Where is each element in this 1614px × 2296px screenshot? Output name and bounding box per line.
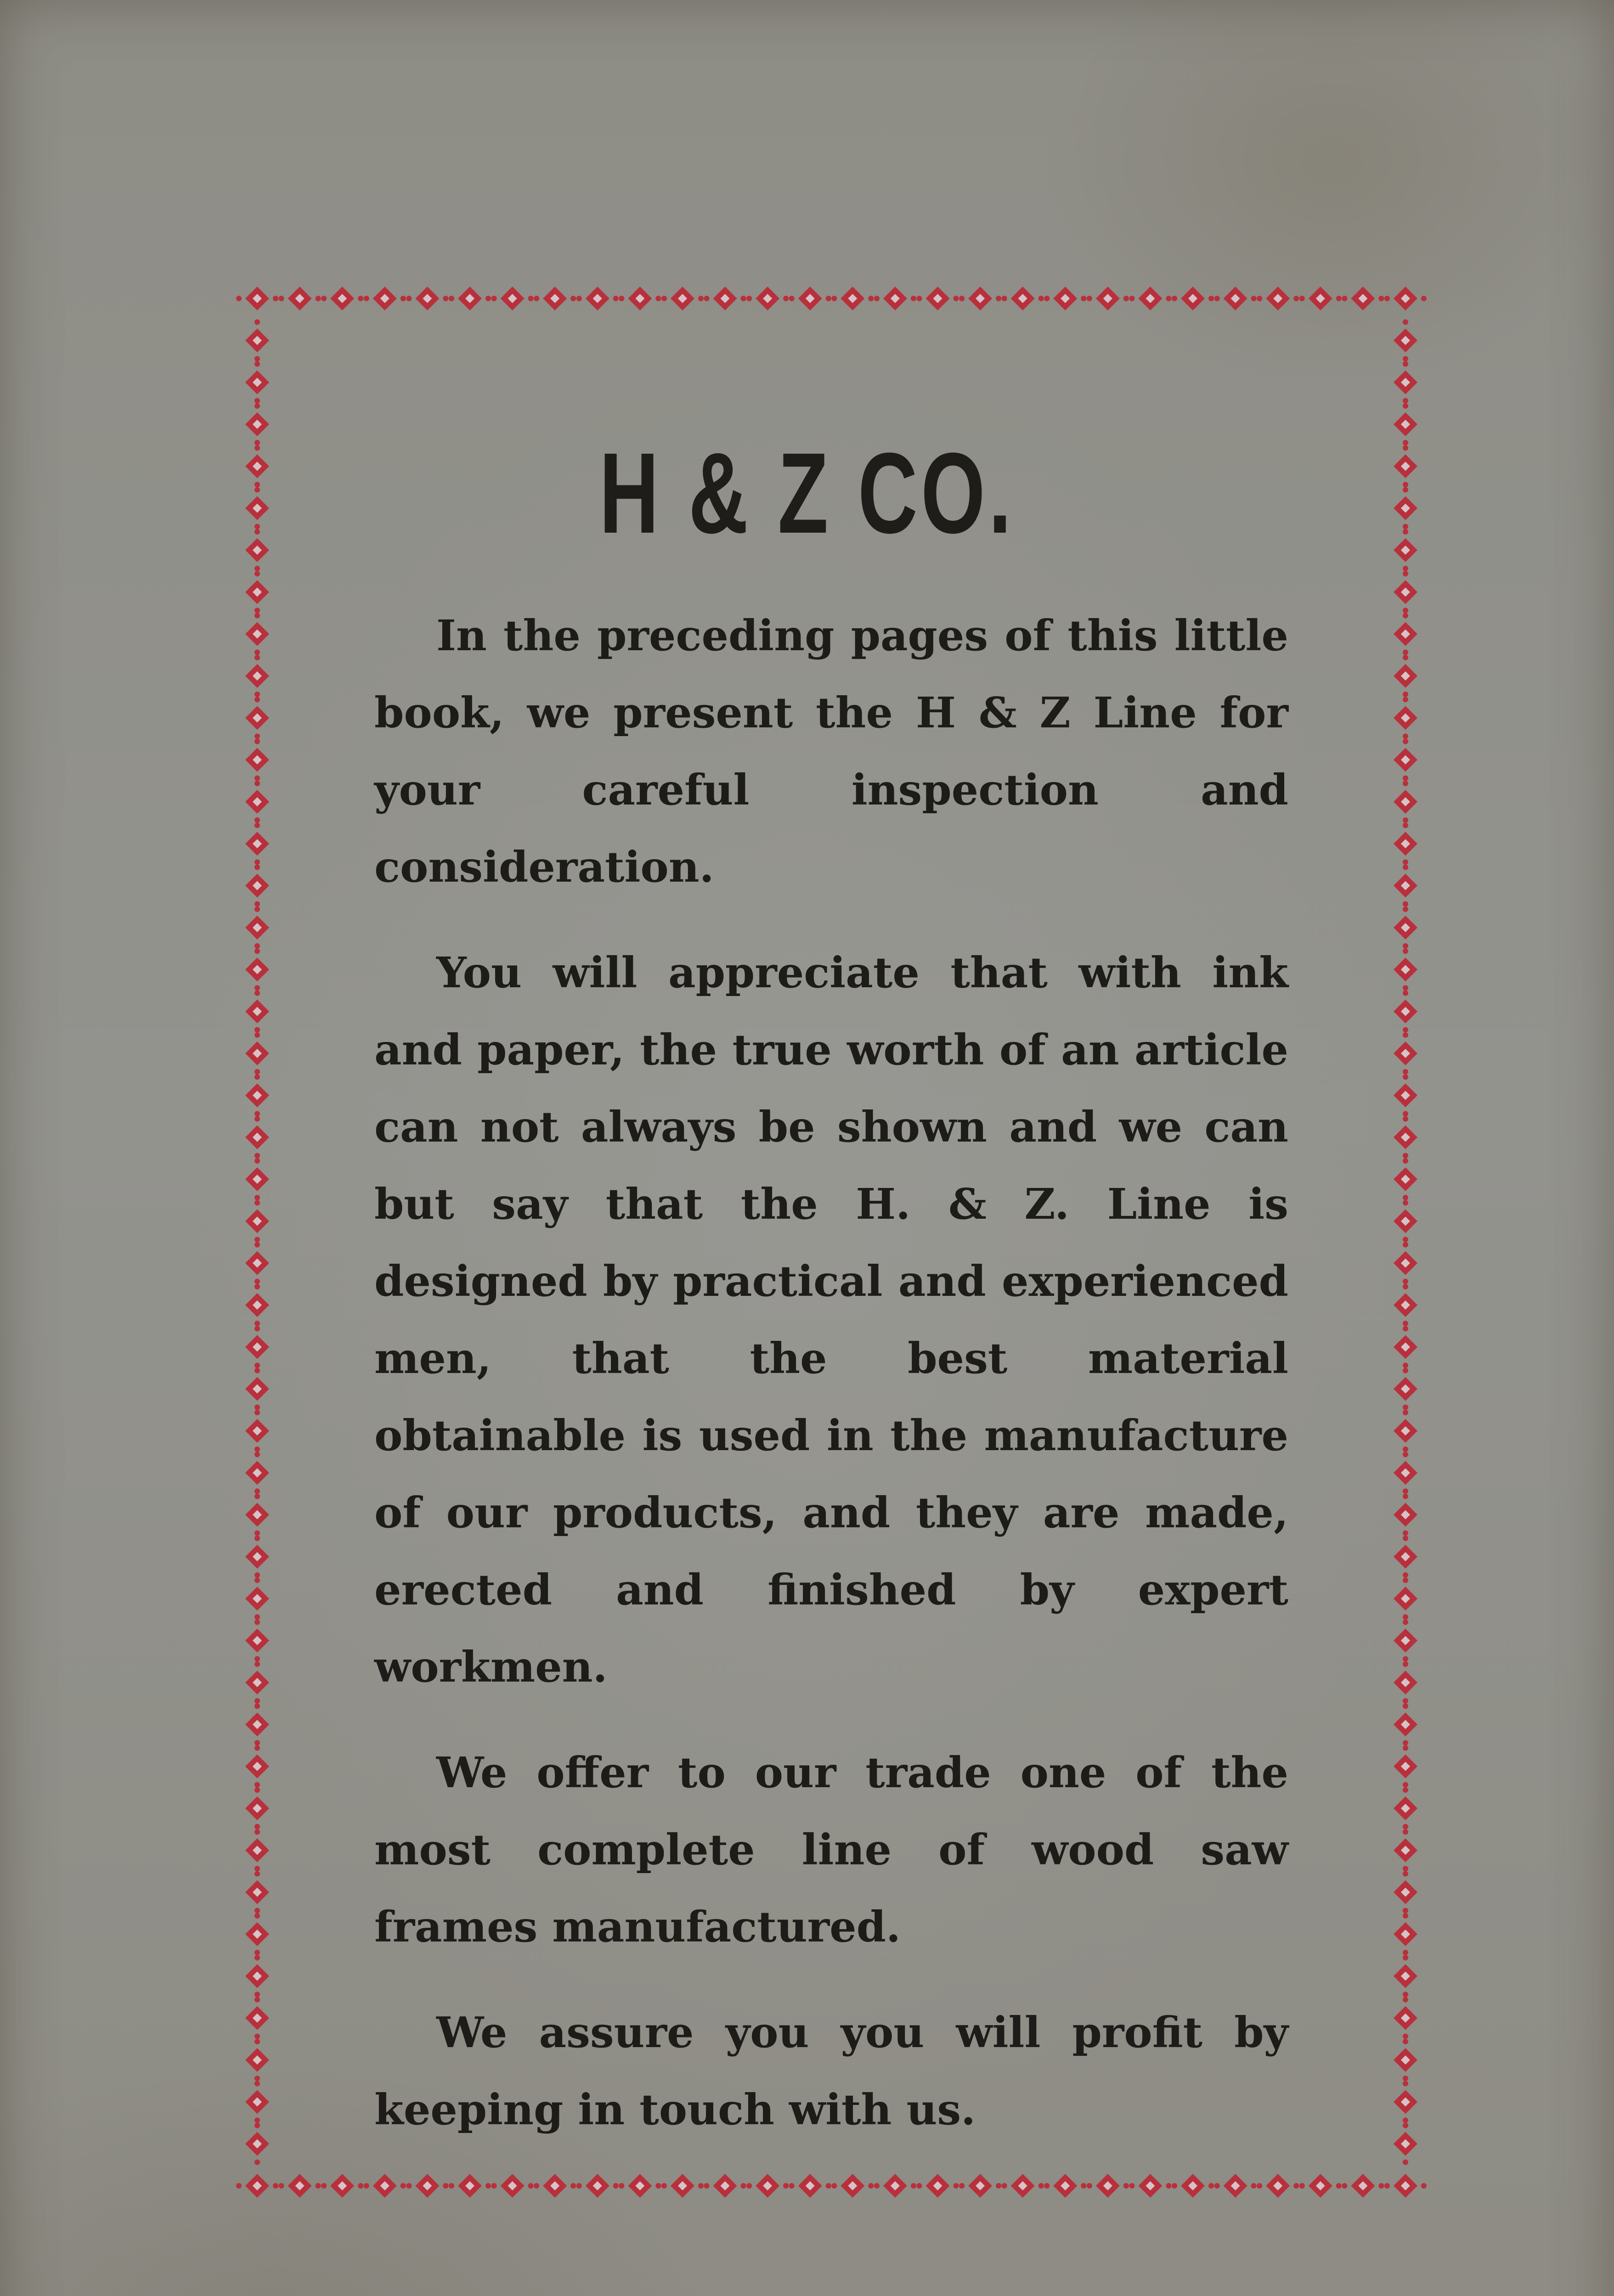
border-diamond (1394, 655, 1417, 697)
border-diamond (245, 781, 269, 823)
border-diamond (1394, 1745, 1417, 1788)
border-diamond (1394, 2081, 1417, 2123)
border-diamond (916, 2174, 959, 2198)
border-diamond (236, 2174, 278, 2198)
border-diamond (1394, 1787, 1417, 1829)
border-diamond (245, 739, 269, 781)
border-diamond (279, 287, 321, 310)
border-diamond (1394, 1116, 1417, 1159)
border-diamond (245, 990, 269, 1033)
border-diamond (245, 1200, 269, 1242)
border-diamond (1394, 822, 1417, 865)
border-diamond (245, 1494, 269, 1536)
border-diamond (1384, 287, 1427, 310)
border-diamond (245, 1620, 269, 1662)
border-diamond (576, 2174, 619, 2198)
paragraph-intro: In the preceding pages of this little book, we present the H & Z Line for your careful inspection and consideration. (374, 611, 1288, 892)
border-diamond (245, 822, 269, 865)
border-diamond (1002, 287, 1044, 310)
border-diamond (245, 1368, 269, 1410)
border-diamond (1394, 781, 1417, 823)
border-diamond (245, 1452, 269, 1494)
border-diamond (245, 655, 269, 697)
border-diamond (1394, 906, 1417, 949)
border-diamond (406, 287, 448, 310)
border-diamond (1394, 1703, 1417, 1745)
border-diamond (1394, 1997, 1417, 2039)
border-diamond (245, 319, 269, 361)
paragraph-assurance: We assure you you will profit by keeping in touch with us. (374, 2008, 1288, 2134)
border-diamond (831, 287, 874, 310)
border-diamond (1394, 990, 1417, 1033)
border-diamond (831, 2174, 874, 2198)
company-heading: H & Z CO. (599, 429, 1015, 557)
border-diamond (245, 865, 269, 907)
border-diamond (245, 1829, 269, 1871)
border-diamond (1044, 287, 1086, 310)
border-diamond (1394, 1074, 1417, 1116)
border-diamond (1394, 487, 1417, 529)
border-diamond (321, 2174, 363, 2198)
border-diamond (449, 2174, 491, 2198)
border-diamond (661, 2174, 704, 2198)
border-diamond (491, 287, 534, 310)
border-diamond (1394, 1242, 1417, 1284)
border-diamond (1214, 2174, 1257, 2198)
border-diamond (1394, 1284, 1417, 1326)
border-diamond (619, 2174, 661, 2198)
border-diamond (1394, 403, 1417, 445)
border-diamond (1299, 2174, 1342, 2198)
border-diamond (1394, 361, 1417, 404)
border-diamond (1394, 1536, 1417, 1578)
border-diamond (245, 1326, 269, 1368)
border-diamond (1394, 1368, 1417, 1410)
border-diamond (1257, 2174, 1299, 2198)
border-diamond (245, 697, 269, 739)
border-diamond (1394, 613, 1417, 655)
border-diamond (245, 2039, 269, 2081)
border-diamond (245, 1032, 269, 1075)
border-diamond (874, 287, 916, 310)
border-diamond (916, 287, 959, 310)
border-diamond (236, 287, 278, 310)
border-diamond (1394, 865, 1417, 907)
border-diamond (1394, 445, 1417, 487)
border-diamond (245, 1158, 269, 1200)
border-diamond (1394, 1200, 1417, 1242)
border-diamond (1172, 2174, 1214, 2198)
border-diamond (245, 361, 269, 404)
border-diamond (619, 287, 661, 310)
border-diamond (245, 1577, 269, 1620)
border-diamond (1044, 2174, 1086, 2198)
border-diamond (245, 1703, 269, 1745)
border-diamond (1394, 1661, 1417, 1704)
paragraph-quality: You will appreciate that with ink and paper, the true worth of an article can not always be shown and we can but say that the H. & Z. Line is designed by practical and experienced men, that the best material obtainable is used in the manufacture of our products, and they are made, erected and finished by expert workmen. (374, 948, 1288, 1692)
border-diamond (1394, 1326, 1417, 1368)
border-diamond (364, 287, 406, 310)
border-diamond (789, 2174, 831, 2198)
border-diamond (245, 1536, 269, 1578)
border-diamond (245, 1074, 269, 1116)
border-diamond (245, 1410, 269, 1452)
border-diamond (245, 1242, 269, 1284)
border-diamond (1394, 2123, 1417, 2165)
border-diamond (245, 1913, 269, 1955)
border-diamond (534, 2174, 576, 2198)
border-diamond (245, 2081, 269, 2123)
border-diamond (245, 613, 269, 655)
border-diamond (1394, 697, 1417, 739)
border-diamond (1394, 319, 1417, 361)
border-diamond (1394, 571, 1417, 613)
border-diamond (576, 287, 619, 310)
border-diamond (1394, 1871, 1417, 1913)
border-diamond (1342, 287, 1384, 310)
border-diamond (1394, 1620, 1417, 1662)
border-diamond (661, 287, 704, 310)
border-diamond (1394, 1913, 1417, 1955)
border-diamond (245, 1116, 269, 1159)
border-diamond (1394, 1829, 1417, 1871)
border-diamond (1087, 2174, 1129, 2198)
border-diamond (245, 1284, 269, 1326)
border-diamond (406, 2174, 448, 2198)
border-diamond (1257, 287, 1299, 310)
body-text (374, 597, 1288, 2177)
border-diamond (245, 948, 269, 990)
border-diamond (279, 2174, 321, 2198)
border-diamond (1002, 2174, 1044, 2198)
border-diamond (1172, 287, 1214, 310)
border-diamond (959, 287, 1001, 310)
border-diamond (1394, 1955, 1417, 1997)
border-diamond (704, 2174, 746, 2198)
border-diamond (364, 2174, 406, 2198)
border-diamond (245, 2123, 269, 2165)
border-diamond (1394, 1410, 1417, 1452)
border-diamond (245, 571, 269, 613)
border-diamond (746, 2174, 789, 2198)
border-diamond (1394, 2039, 1417, 2081)
border-diamond (321, 287, 363, 310)
border-diamond (245, 1787, 269, 1829)
border-diamond (1394, 529, 1417, 571)
border-diamond (959, 2174, 1001, 2198)
border-diamond (1129, 2174, 1171, 2198)
border-diamond (1394, 1158, 1417, 1200)
border-diamond (449, 287, 491, 310)
border-diamond (245, 1955, 269, 1997)
border-diamond (1394, 1452, 1417, 1494)
border-diamond (746, 287, 789, 310)
border-diamond (1384, 2174, 1427, 2198)
border-diamond (789, 287, 831, 310)
border-diamond (1214, 287, 1257, 310)
border-diamond (1394, 948, 1417, 990)
border-diamond (1129, 287, 1171, 310)
border-diamond (1394, 1032, 1417, 1075)
border-diamond (245, 1997, 269, 2039)
border-diamond (1394, 1577, 1417, 1620)
border-diamond (1087, 287, 1129, 310)
border-diamond (1342, 2174, 1384, 2198)
border-diamond (245, 906, 269, 949)
border-diamond (1394, 739, 1417, 781)
border-diamond (1394, 1494, 1417, 1536)
border-diamond (245, 1871, 269, 1913)
paragraph-offer: We offer to our trade one of the most complete line of wood saw frames manufactured. (374, 1748, 1288, 1952)
border-diamond (491, 2174, 534, 2198)
border-diamond (245, 1661, 269, 1704)
border-diamond (245, 1745, 269, 1788)
border-diamond (534, 287, 576, 310)
border-diamond (1299, 287, 1342, 310)
border-diamond (874, 2174, 916, 2198)
border-diamond (704, 287, 746, 310)
